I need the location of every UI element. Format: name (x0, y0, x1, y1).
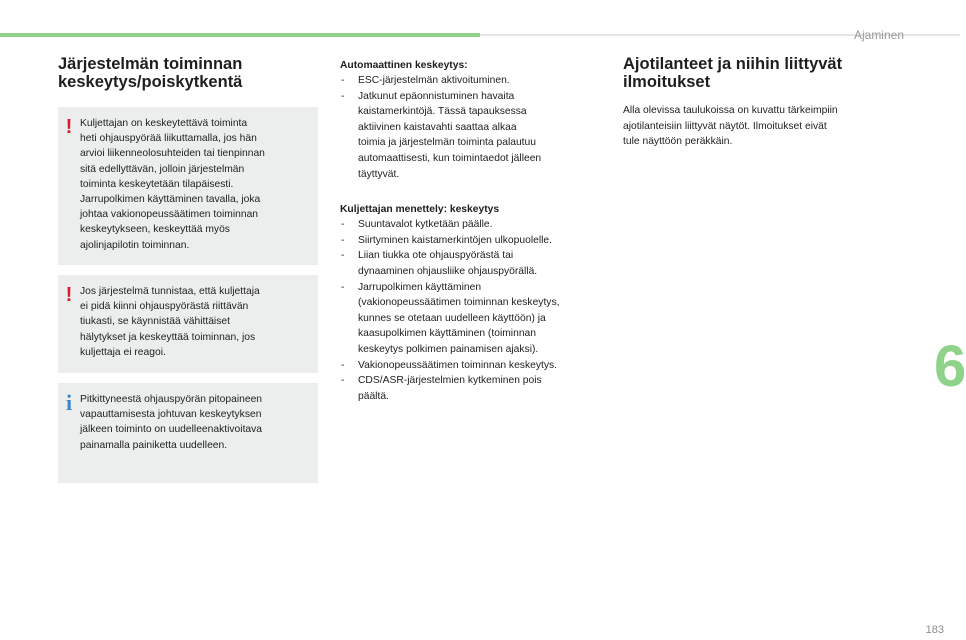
page-number: 183 (925, 624, 944, 636)
chapter-number: 6 (934, 334, 966, 399)
info-note-text: Pitkittyneestä ohjauspyörän pitopaineen vapauttamisesta johtuvan keskeytyksen jälkeen toiminto on uudelleenaktivoitava painamalla painiketta uudelleen. (80, 394, 263, 451)
list-item: - Jatkunut epäonnistuminen havaita kaistamerkintöjä. Tässä tapauksessa aktiivinen kaistavahti saattaa alkaa toimia ja järjestelmän toiminta palautuu automaattisesti, kun toimintaedot jälleen täyttyvät. (340, 89, 610, 183)
list-item: - ESC-järjestelmän aktivoituminen. (340, 73, 610, 89)
list-item: - Vakionopeussäätimen toiminnan keskeytys. (340, 358, 610, 374)
list-item: - Liian tiukka ote ohjauspyörästä tai dynaaminen ohjausliike ohjauspyörällä. (340, 248, 610, 279)
warning-exclamation-icon: ! (65, 116, 73, 138)
list-item: - Siirtyminen kaistamerkintöjen ulkopuolelle. (340, 233, 610, 249)
header-accent-bar (0, 33, 480, 37)
automatic-deactivation-list (340, 73, 610, 182)
warning-exclamation-icon: ! (65, 284, 73, 306)
warning-note-1 (58, 107, 318, 265)
warning-note-2 (58, 275, 318, 373)
column-middle (340, 58, 610, 404)
section-heading-situations: Ajotilanteet ja niihin liittyvät ilmoitukset (623, 55, 843, 91)
column-right (623, 55, 893, 150)
warning-note-text: Kuljettajan on keskeytettävä toiminta heti ohjauspyörää liikuttamalla, jos hän arvioi liikenneolosuhteiden tai tienpinnan sitä edellyttävän, jolloin järjestelmän toiminta keskeytetään tilapäisesti. Jarrupolkimen käyttäminen tavalla, joka johtaa vakionopeussäätimen toiminnan keskeytykseen, keskeyttää myös ajolinjapilotin toiminnan. (80, 118, 265, 251)
list-item: - Suuntavalot kytketään päälle. (340, 217, 610, 233)
section-heading-deactivation: Järjestelmän toiminnan keskeytys/poiskytkentä (58, 55, 243, 91)
warning-note-text: Jos järjestelmä tunnistaa, että kuljettaja ei pidä kiinni ohjauspyörästä riittävän tiukasti, se käynnistää vähittäiset hälytykset ja keskeyttää toiminnan, jos kuljettaja ei reagoi. (80, 286, 260, 358)
column-left (58, 55, 318, 483)
automatic-deactivation-title: Automaattinen keskeytys: (340, 60, 468, 71)
driver-action-list (340, 217, 610, 404)
list-item: - CDS/ASR-järjestelmien kytkeminen pois päältä. (340, 373, 610, 404)
info-icon: i (65, 390, 73, 415)
driver-action-title: Kuljettajan menettely: keskeytys (340, 204, 500, 216)
list-item: - Jarrupolkimen käyttäminen (vakionopeussäätimen toiminnan keskeytys, kunnes se otetaan uudelleen käyttöön) ja kaasupolkimen käyttäminen (toiminnan keskeytys polkimen painamisen ajaksi). (340, 280, 610, 358)
section-title: Ajaminen (853, 28, 904, 42)
info-note (58, 383, 318, 483)
situations-intro-text: Alla olevissa taulukoissa on kuvattu tärkeimpiin ajotilanteisiin liittyvät näytöt. Ilmoitukset eivät tule näyttöön peräkkäin. (623, 105, 838, 148)
